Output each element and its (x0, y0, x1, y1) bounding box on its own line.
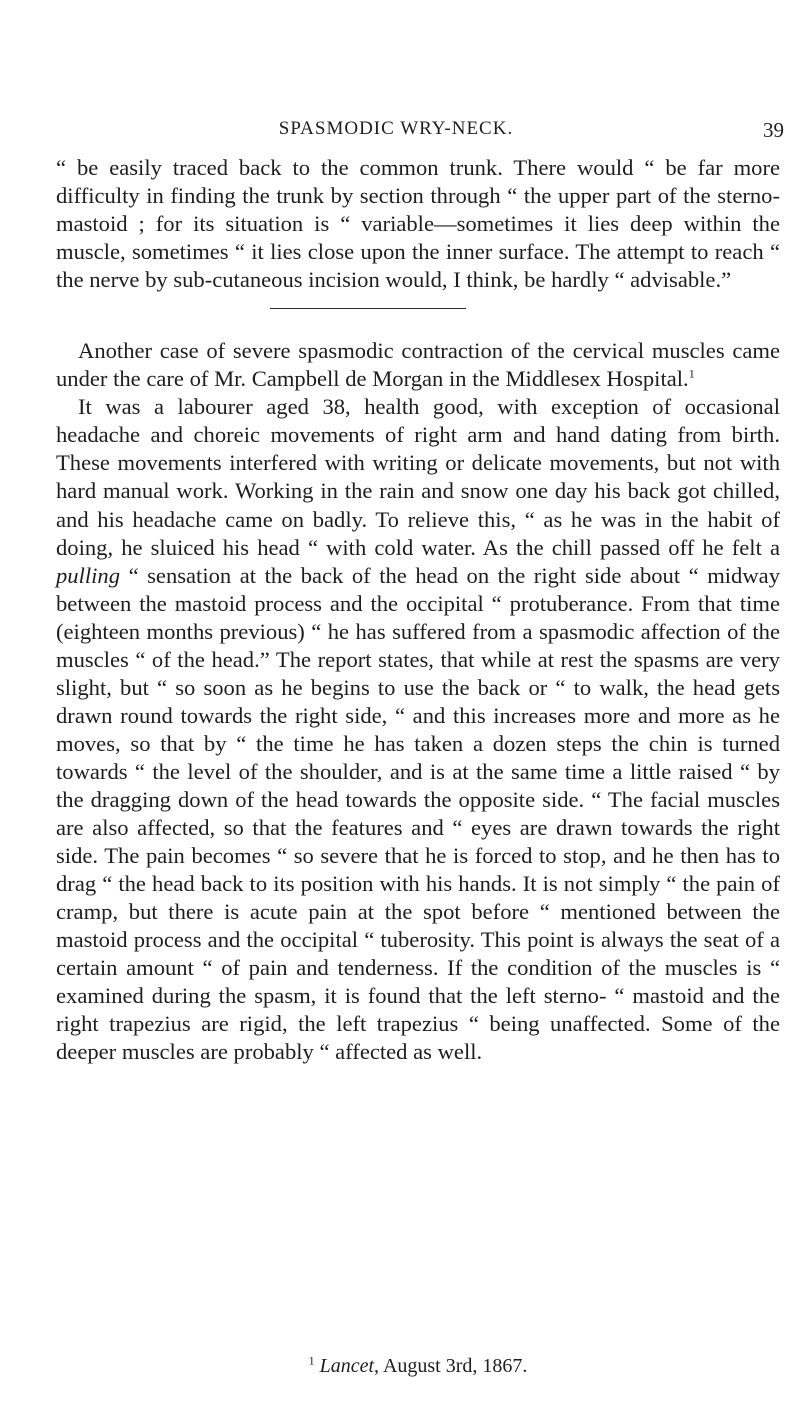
body-text (56, 154, 780, 1066)
case-report-text-a: It was a labourer aged 38, health good, with exception of occasional headache and choreic movements of right arm and hand dating from birth. These movements interfered with writing or delicate movements, but not with hard manual work. Working in the rain and snow one day his back got chilled, and his headache came on badly. To relieve this, “ as he was in the habit of doing, he sluiced his head “ with cold water. As the chill passed off he felt a (56, 394, 780, 560)
page-number: 39 (763, 118, 784, 142)
footnote-source: Lancet (319, 1355, 375, 1377)
case-intro-text: Another case of severe spasmodic contraction of the cervical muscles came under the care of Mr. Campbell de Morgan in the Middlesex Hospital. (56, 338, 780, 392)
paragraph-quote-end: “ be easily traced back to the common trunk. There would “ be far more difficulty in finding the trunk by section through “ the upper part of the sterno-mastoid ; for its situation is “ variable—sometimes it lies deep within the muscle, sometimes “ it lies close upon the inner surface. The attempt to reach “ the nerve by sub-cutaneous incision would, I think, be hardly “ advisable.” (56, 155, 780, 293)
case-report-text-b: “ sensation at the back of the head on the right side about “ midway between the mastoid process and the occipital “ protuberance. From that time (eighteen months previous) “ he has suffered from a spasmodic affection of the muscles “ of the head.” The report states, that while at rest the spasms are very slight, but “ so soon as he begins to use the back or “ to walk, the head gets drawn round towards the right side, “ and this increases more and more as he moves, so that by “ the time he has taken a dozen steps the chin is turned towards “ the level of the shoulder, and is at the same time a little raised “ by the dragging down of the head towards the opposite side. “ The facial muscles are also affected, so that the features and “ eyes are drawn towards the right side. The pain becomes “ so severe that he is forced to stop, and he then has to drag “ the head back to its position with his hands. It is not simply “ the pain of cramp, but there is acute pain at the spot before “ mentioned between the mastoid process and the occipital “ tuberosity. This point is always the seat of a certain amount “ of pain and tenderness. If the condition of the muscles is “ examined during the spasm, it is found that the left sterno- “ mastoid and the right trapezius are rigid, the left trapezius “ being unaffected. Some of the deeper muscles are probably “ affected as well. (56, 562, 780, 1065)
running-head (56, 118, 792, 148)
paragraph-case-report (56, 393, 780, 1066)
paragraph-case-intro (56, 337, 780, 393)
footnote (56, 1355, 780, 1378)
footnote-marker: 1 (308, 1353, 315, 1368)
section-divider (270, 308, 466, 309)
footnote-date: , August 3rd, 1867. (374, 1355, 528, 1377)
emphasis-pulling: pulling (56, 562, 121, 588)
footnote-ref: 1 (688, 366, 695, 381)
running-title: SPASMODIC WRY-NECK. (278, 118, 514, 139)
